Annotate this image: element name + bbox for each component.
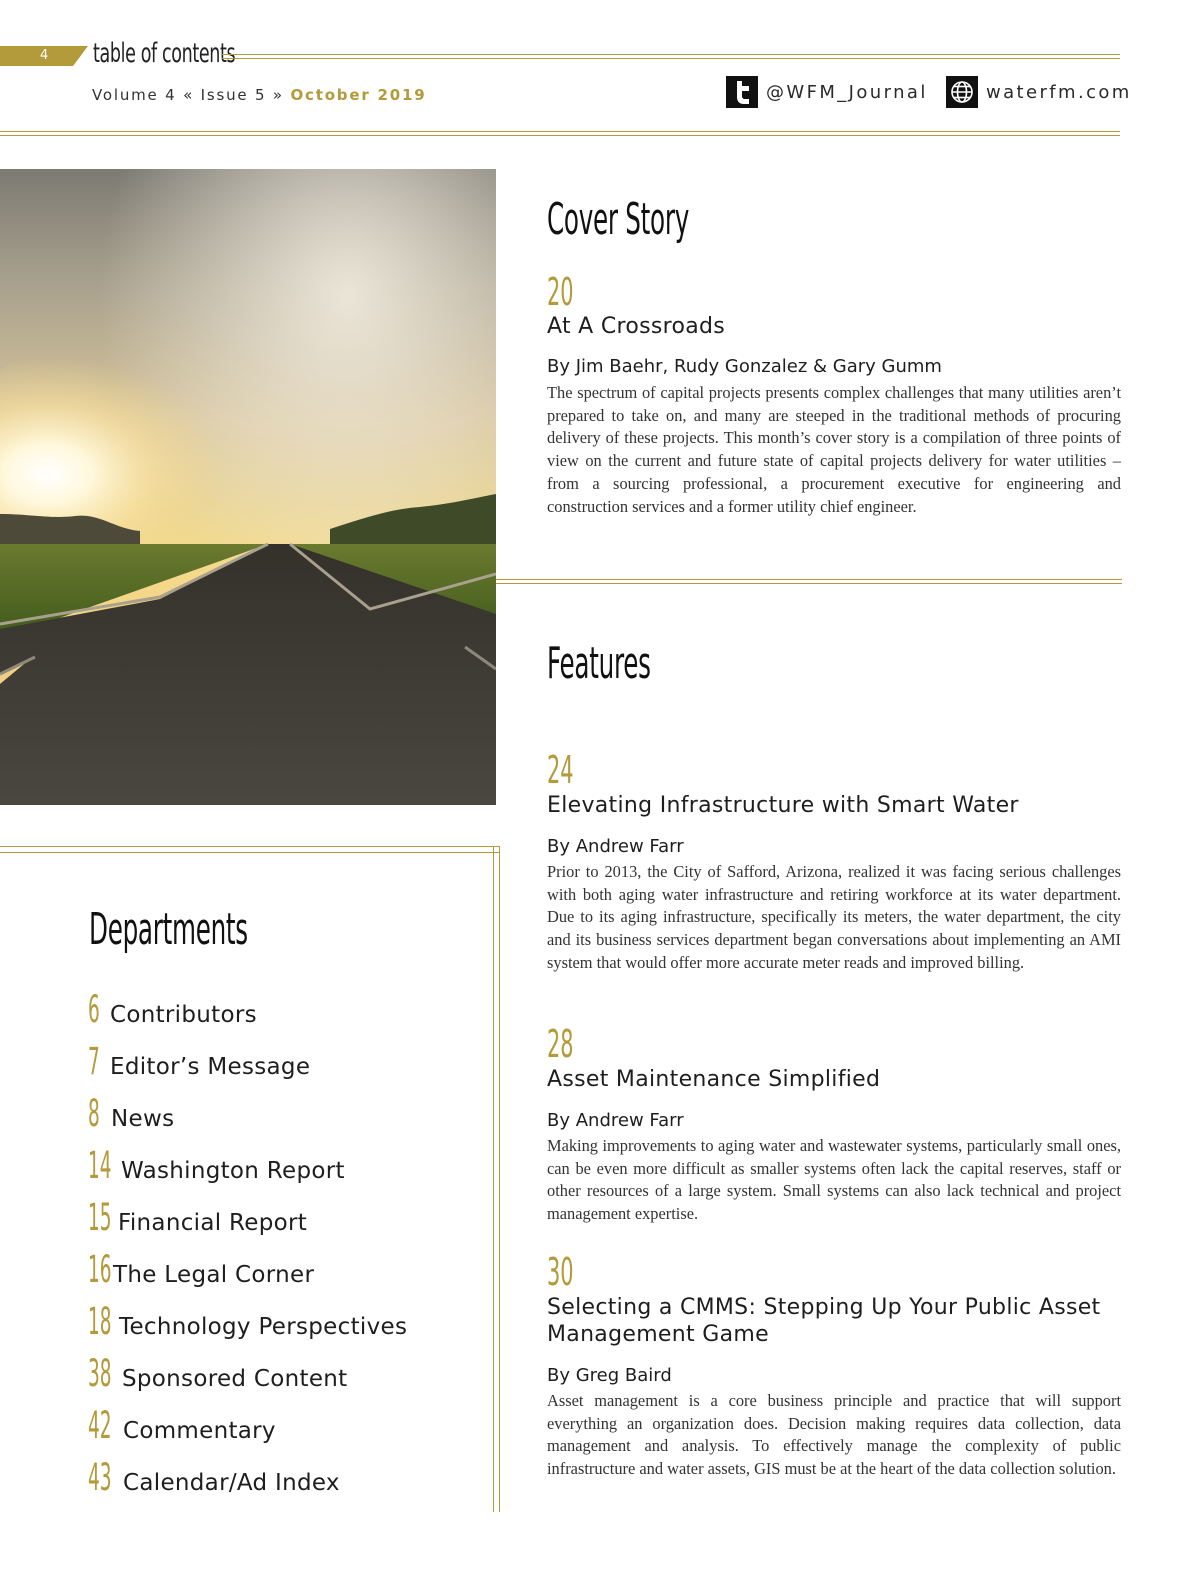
departments-list bbox=[88, 990, 407, 1510]
department-label: Washington Report bbox=[121, 1158, 345, 1184]
feature-page-number: 30 bbox=[547, 1250, 574, 1294]
website-link[interactable] bbox=[946, 76, 1132, 108]
department-item[interactable] bbox=[88, 1302, 407, 1354]
header-rule-bottom bbox=[0, 131, 1120, 136]
department-item[interactable] bbox=[88, 1250, 407, 1302]
volume: Volume 4 bbox=[92, 86, 177, 104]
department-item[interactable] bbox=[88, 1406, 407, 1458]
department-page-number: 14 bbox=[88, 1144, 112, 1187]
department-page-number: 38 bbox=[88, 1352, 112, 1395]
cover-story-description: The spectrum of capital projects presents complex challenges that many utilities aren’t prepared to take on, and many are steeped in the traditional methods of procuring delivery of these projects. This month’s cover story is a compilation of three points of view on the current and future state of capital projects delivery for water utilities – from a sourcing professional, a procurement executive for engineering and construction services and a former utility chief engineer. bbox=[547, 383, 1121, 516]
feature-title[interactable]: Selecting a CMMS: Stepping Up Your Public Asset Management Game bbox=[547, 1295, 1101, 1347]
cover-story-page-number: 20 bbox=[547, 270, 574, 314]
feature-title[interactable]: Asset Maintenance Simplified bbox=[547, 1067, 881, 1092]
department-page-number: 42 bbox=[88, 1404, 112, 1447]
features-heading: Features bbox=[547, 638, 651, 689]
crossroads-road-sunset-photo bbox=[0, 169, 496, 805]
cover-story-byline: By Jim Baehr, Rudy Gonzalez & Gary Gumm bbox=[547, 356, 942, 377]
departments-box-right-rule bbox=[493, 846, 500, 1512]
header-rule-top bbox=[222, 54, 1120, 59]
department-label: The Legal Corner bbox=[113, 1262, 315, 1288]
globe-icon bbox=[946, 76, 978, 108]
feature-byline: By Greg Baird bbox=[547, 1365, 672, 1386]
department-label: News bbox=[111, 1106, 175, 1132]
twitter-handle: @WFM_Journal bbox=[766, 81, 928, 103]
cover-story-title[interactable]: At A Crossroads bbox=[547, 314, 726, 339]
department-item[interactable] bbox=[88, 1042, 407, 1094]
department-page-number: 18 bbox=[88, 1300, 112, 1343]
department-page-number: 16 bbox=[88, 1248, 112, 1291]
feature-byline: By Andrew Farr bbox=[547, 1110, 684, 1131]
feature-description: Asset management is a core business principle and practice that will support everything an organization does. Decision making requires data collection, data management and analysis. To effectively manage the complexity of public infrastructure and water assets, GIS must be at the heart of the data collection solution. bbox=[547, 1391, 1121, 1479]
department-page-number: 8 bbox=[88, 1092, 100, 1135]
issue-line bbox=[92, 86, 426, 104]
department-label: Technology Perspectives bbox=[119, 1314, 408, 1340]
separator-right: » bbox=[272, 86, 284, 104]
department-page-number: 7 bbox=[88, 1040, 100, 1083]
department-item[interactable] bbox=[88, 1094, 407, 1146]
department-item[interactable] bbox=[88, 1354, 407, 1406]
department-label: Financial Report bbox=[118, 1210, 308, 1236]
department-item[interactable] bbox=[88, 1458, 407, 1510]
website-url: waterfm.com bbox=[986, 81, 1132, 103]
department-item[interactable] bbox=[88, 1198, 407, 1250]
departments-box-top-rule bbox=[0, 846, 499, 853]
issue: Issue 5 bbox=[200, 86, 267, 104]
twitter-icon bbox=[726, 76, 758, 108]
department-label: Calendar/Ad Index bbox=[123, 1470, 340, 1496]
feature-title[interactable]: Elevating Infrastructure with Smart Water bbox=[547, 793, 1019, 818]
cover-story-rule bbox=[496, 579, 1122, 584]
page-number: 4 bbox=[40, 48, 49, 63]
department-label: Editor’s Message bbox=[110, 1054, 311, 1080]
issue-date: October 2019 bbox=[290, 86, 427, 104]
department-item[interactable] bbox=[88, 1146, 407, 1198]
feature-byline: By Andrew Farr bbox=[547, 836, 684, 857]
department-page-number: 15 bbox=[88, 1196, 112, 1239]
department-item[interactable] bbox=[88, 990, 407, 1042]
department-label: Commentary bbox=[123, 1418, 276, 1444]
feature-page-number: 24 bbox=[547, 748, 574, 792]
twitter-link[interactable] bbox=[726, 76, 928, 108]
department-label: Contributors bbox=[110, 1002, 257, 1028]
department-page-number: 43 bbox=[88, 1456, 112, 1499]
department-page-number: 6 bbox=[88, 988, 100, 1031]
cover-story-heading: Cover Story bbox=[547, 194, 689, 245]
feature-description: Prior to 2013, the City of Safford, Arizona, realized it was facing serious challenges with both aging water infrastructure and retiring workforce at its water department. Due to its aging infrastructure, specifically its meters, the water department, the city and its business services department began conversations about implementing an AMI system that would offer more accurate meter reads and improved billing. bbox=[547, 862, 1121, 972]
department-label: Sponsored Content bbox=[122, 1366, 348, 1392]
separator-left: « bbox=[183, 86, 195, 104]
departments-heading: Departments bbox=[89, 904, 248, 955]
section-label: table of contents bbox=[93, 38, 236, 69]
feature-page-number: 28 bbox=[547, 1022, 574, 1066]
feature-description: Making improvements to aging water and wastewater systems, particularly small ones, can be even more difficult as smaller systems often lack the capital reserves, staff or other resources of a large system. Small systems can also lack technical and project management expertise. bbox=[547, 1136, 1121, 1224]
